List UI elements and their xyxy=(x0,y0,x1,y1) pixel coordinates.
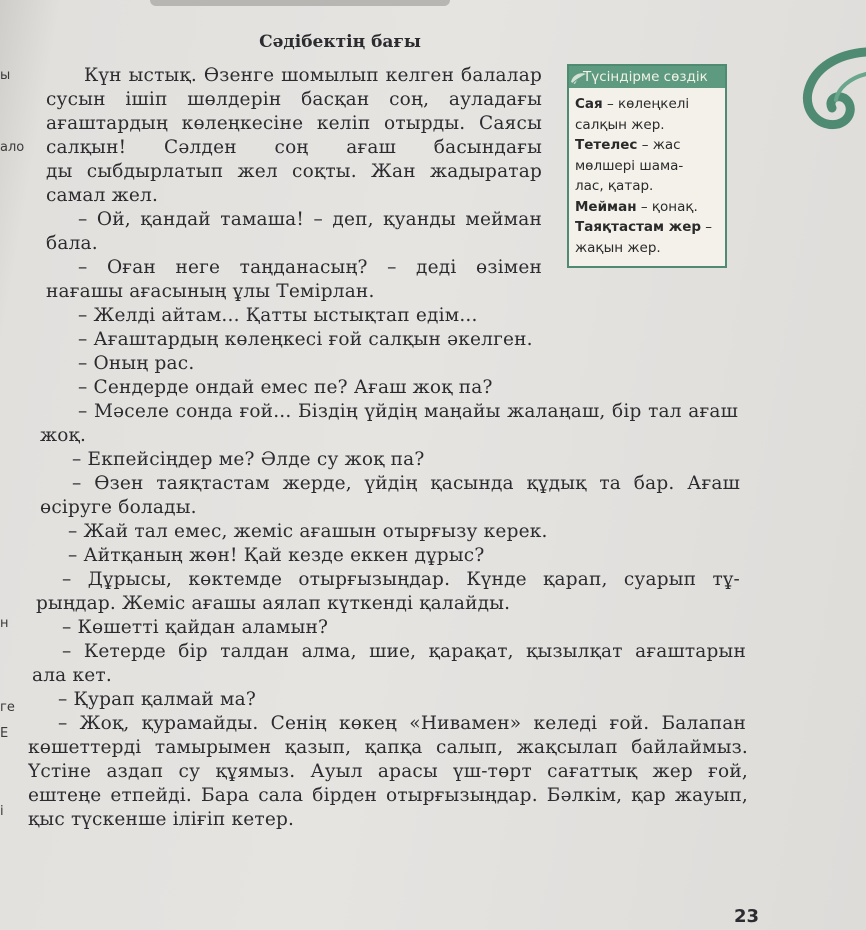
glossary-definition: лас, қатар. xyxy=(575,178,654,194)
text-line: ештеңе етпейді. Бара сала бірден отырғызыңдар. Бәлкім, қар жауып, xyxy=(28,785,748,806)
glossary-definition: салқын жер. xyxy=(575,116,665,133)
edge-fragment: і xyxy=(0,804,4,819)
glossary-line xyxy=(575,115,725,136)
text-line: ағаштардың көлеңкесіне келіп отырды. Саясы xyxy=(46,113,542,134)
glossary-definition: мөлшері шама- xyxy=(575,157,684,174)
glossary-term: Сая xyxy=(575,96,603,112)
text-line: – Көшетті қайдан аламын? xyxy=(62,617,329,638)
text-line: бала. xyxy=(46,233,98,254)
glossary-line xyxy=(575,156,725,177)
text-line: – Жай тал емес, жеміс ағашын отырғызу керек. xyxy=(68,521,548,542)
page-title: Сәдібектің бағы xyxy=(259,32,421,52)
glossary-header xyxy=(569,66,725,88)
glossary-definition: – көлеңкелі xyxy=(602,96,690,112)
glossary-line xyxy=(575,94,725,115)
text-line: ды сыбдырлатып жел соқты. Жан жадыратар xyxy=(46,161,542,182)
glossary-term: Мейман xyxy=(575,198,637,215)
text-line: жоқ. xyxy=(40,425,87,446)
glossary-definition: жақын жер. xyxy=(575,239,661,256)
glossary-title: Түсіндірме сөздік xyxy=(583,69,708,85)
text-line: – Желді айтам... Қатты ыстықтап едім... xyxy=(78,305,478,326)
text-line: сусын ішіп шөлдерін басқан соң, ауладағы xyxy=(46,89,542,110)
edge-fragment: ало xyxy=(0,140,25,155)
text-line: – Мәселе сонда ғой... Біздің үйдің маңайы жалаңаш, бір тал ағаш xyxy=(78,401,738,422)
text-line: Күн ыстық. Өзенге шомылып келген балалар xyxy=(84,65,542,86)
page-number: 23 xyxy=(734,906,760,927)
text-line: рыңдар. Жеміс ағашы аялап күткенді қалайды. xyxy=(36,593,511,614)
text-line: – Жоқ, қурамайды. Сенің көкең «Нивамен» келеді ғой. Балапан xyxy=(58,713,746,734)
text-line: Үстіне аздап су құямыз. Ауыл арасы үш-төрт сағаттық жер ғой, xyxy=(28,761,748,782)
text-line: – Оның рас. xyxy=(78,353,195,374)
previous-heading-strip xyxy=(150,0,450,6)
text-line: – Ағаштардың көлеңкесі ғой салқын әкелген. xyxy=(78,329,533,350)
glossary-definition: – xyxy=(701,219,713,235)
text-line: – Өзен таяқтастам жерде, үйдің қасында құдық та бар. Ағаш xyxy=(72,473,740,494)
text-line: салқын! Сәлден соң ағаш басындағы xyxy=(46,137,542,158)
text-line: – Дұрысы, көктемде отырғызыңдар. Күнде қарап, суарып тұ- xyxy=(62,569,740,590)
text-line: – Ой, қандай тамаша! – деп, қуанды мейман xyxy=(78,209,542,230)
glossary-line xyxy=(575,238,725,259)
glossary-line xyxy=(575,217,725,238)
text-line: қыс түскенше іліғіп кетер. xyxy=(28,809,295,830)
glossary-term: Тетелес xyxy=(575,137,638,153)
glossary-box xyxy=(567,64,727,268)
text-line: самал жел. xyxy=(46,185,159,206)
edge-fragment: ы xyxy=(0,68,11,83)
text-line: – Оған неге таңданасың? – деді өзімен xyxy=(78,257,542,278)
glossary-definition: – қонақ. xyxy=(636,198,698,215)
text-line: көшеттерді тамырымен қазып, қапқа салып, жақсылап байлаймыз. xyxy=(28,737,748,758)
swirl-ornament-icon xyxy=(780,44,866,164)
edge-fragment: ге xyxy=(0,700,15,715)
glossary-entries xyxy=(569,88,725,258)
glossary-definition: – жас xyxy=(637,137,681,153)
text-line: – Кетерде бір талдан алма, шие, қарақат, қызылқат ағаштарын xyxy=(62,641,746,662)
edge-fragment: н xyxy=(0,616,9,631)
glossary-line xyxy=(575,176,725,197)
text-line: нағашы ағасының ұлы Темірлан. xyxy=(46,281,375,302)
text-line: өсіруге болады. xyxy=(40,497,197,518)
text-line: – Айтқаның жөн! Қай кезде еккен дұрыс? xyxy=(68,545,485,566)
glossary-line xyxy=(575,135,725,156)
glossary-term: Таяқтастам жер xyxy=(575,219,702,235)
text-line: ала кет. xyxy=(32,665,112,686)
edge-fragment: Е xyxy=(0,726,9,741)
text-line: – Екпейсіңдер ме? Әлде су жоқ па? xyxy=(72,449,425,470)
text-line: – Сендерде ондай емес пе? Ағаш жоқ па? xyxy=(78,377,493,398)
glossary-line xyxy=(575,197,725,218)
text-line: – Қурап қалмай ма? xyxy=(58,689,256,710)
